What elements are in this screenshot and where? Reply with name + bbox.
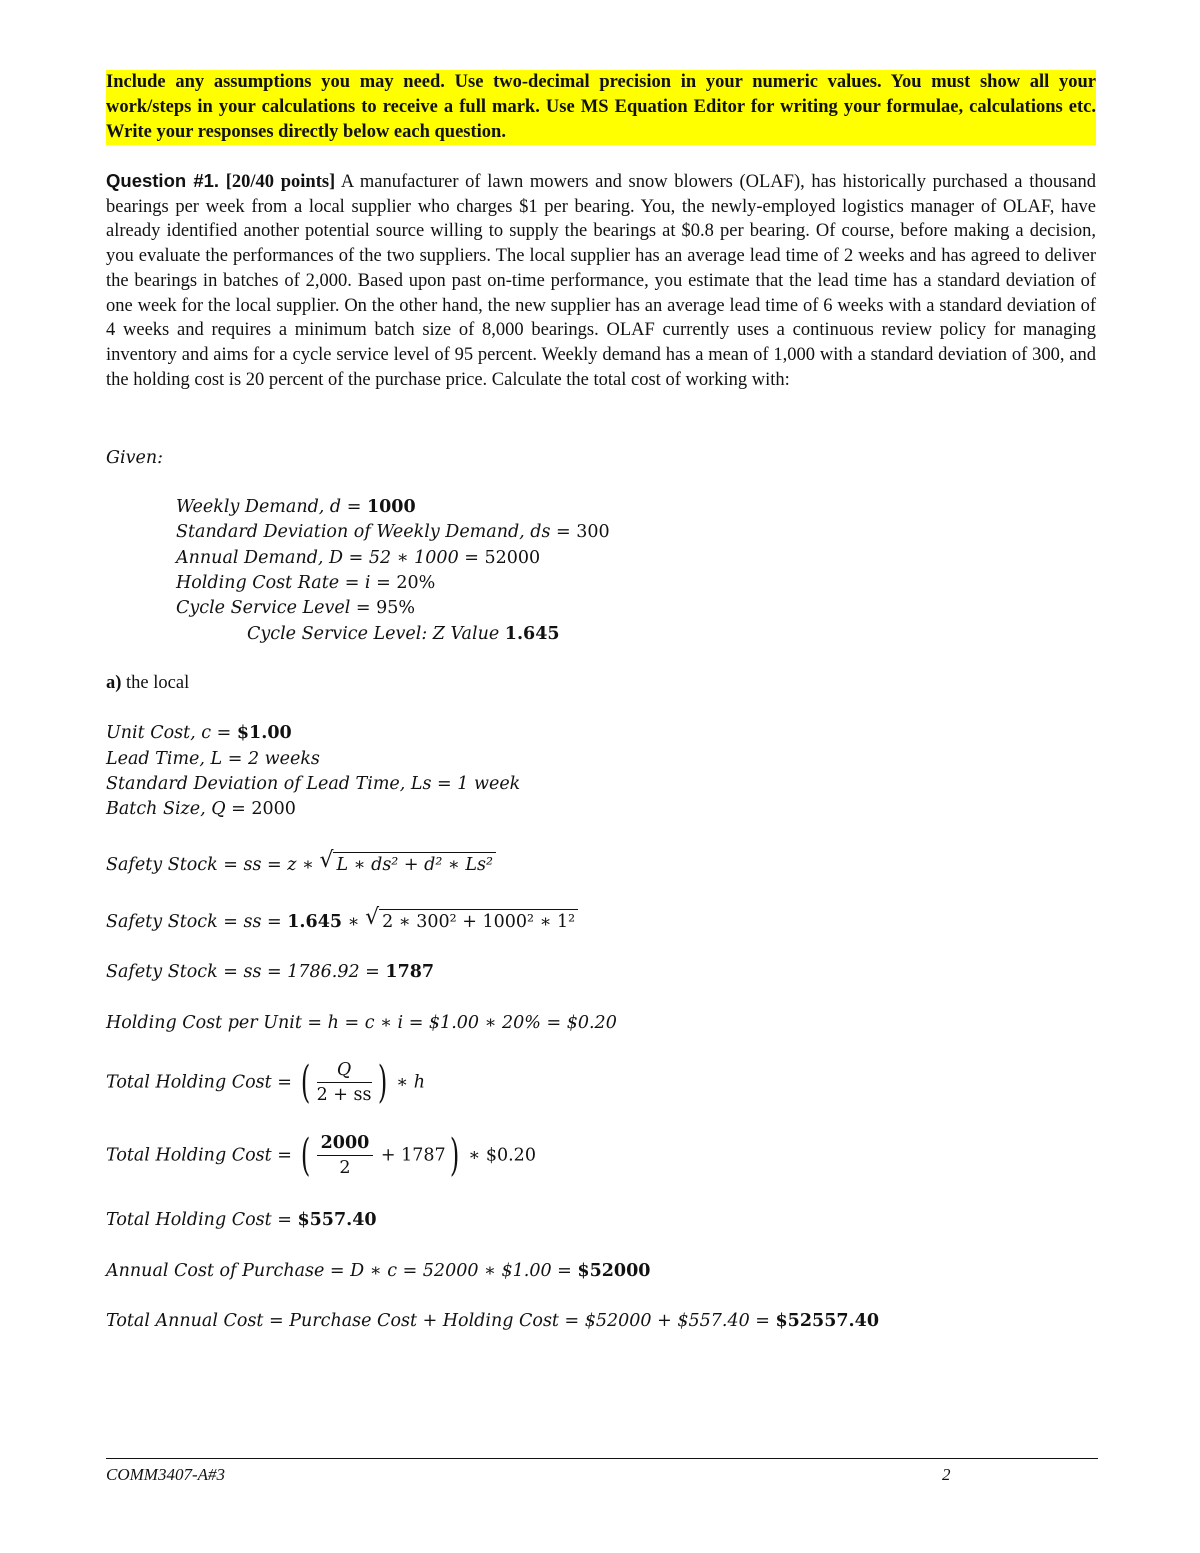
- thc-sub-den: 2: [339, 1158, 351, 1178]
- ss-sub-sqrt: √ 2 ∗ 300² + 1000² ∗ 1²: [365, 909, 578, 932]
- sd-lead-text: Standard Deviation of Lead Time, Ls =: [106, 774, 458, 794]
- part-a-title: the local: [121, 673, 190, 693]
- part-a-heading: [106, 673, 189, 694]
- given-label: Given:: [106, 448, 163, 468]
- thc-formula-lhs: Total Holding Cost =: [106, 1072, 298, 1093]
- batch-size-value: 2000: [251, 799, 296, 819]
- total-holding-formula: Total Holding Cost = ( $\frac{Q}{2 + ss}$ ) ∗ h: [106, 1056, 425, 1108]
- acp-value: $52000: [577, 1261, 651, 1281]
- sd-lead-value: 1 week: [457, 774, 521, 794]
- lead-time-line: [106, 749, 320, 769]
- given-holding-rate: [176, 573, 435, 593]
- question-paragraph: [106, 169, 1096, 392]
- holding-cost-unit: Holding Cost per Unit = h = c ∗ i = $1.00 ∗ 20% = $0.20: [106, 1013, 617, 1033]
- thc-sub-fraction: [317, 1133, 374, 1178]
- sd-lead-line: [106, 774, 520, 794]
- thc-sub-rhs: ∗ $0.20: [462, 1145, 536, 1166]
- acp-text: Annual Cost of Purchase = D ∗ c = 52000 ∗ $1.00 =: [106, 1261, 578, 1281]
- thc-sub-num: 2000: [317, 1133, 374, 1156]
- given-holding-rate-text: Holding Cost Rate = i =: [176, 573, 397, 593]
- lead-time-value: 2 weeks: [247, 749, 320, 769]
- given-sd-weekly-text: Standard Deviation of Weekly Demand, ds =: [176, 522, 577, 542]
- given-sd-weekly-value: 300: [576, 522, 610, 542]
- ss-formula-lhs: Safety Stock = ss = z ∗: [106, 855, 320, 875]
- total-annual-cost: [106, 1311, 879, 1331]
- thc-formula-rhs: ∗ h: [390, 1072, 425, 1093]
- total-holding-result: [106, 1210, 377, 1230]
- given-annual-demand: [176, 548, 540, 568]
- thc-result-text: Total Holding Cost =: [106, 1210, 298, 1230]
- ss-formula-sqrt: √ L ∗ ds² + d² ∗ Ls²: [319, 852, 495, 875]
- given-weekly-demand-value: 1000: [366, 497, 416, 517]
- ss-result-text: Safety Stock = ss = 1786.92 =: [106, 962, 386, 982]
- given-z-text: Cycle Service Level: Z Value: [247, 624, 505, 644]
- safety-stock-result: [106, 962, 434, 982]
- given-z-value: [247, 624, 560, 644]
- question-text: A manufacturer of lawn mowers and snow blowers (OLAF), has historically purchased a thousand bearings per week from a local supplier who charges $1 per bearing. You, the newly-employed logistics manager of OLAF, have already identified another potential source willing to supply the bearings at $0.8 per bearing. Of course, before making a decision, you evaluate the performances of the two suppliers. The local supplier has an average lead time of 2 weeks and has agreed to deliver the bearings in batches of 2,000. Based upon past on-time performance, you estimate that the lead time has a standard deviation of one week for the local supplier. On the other hand, the new supplier has an average lead time of 6 weeks with a standard deviation of 4 weeks and requires a minimum batch size of 8,000 bearings. OLAF currently uses a continuous review policy for managing inventory and aims for a cycle service level of 95 percent. Weekly demand has a mean of 1,000 with a standard deviation of 300, and the holding cost is 20 percent of the purchase price. Calculate the total cost of working with:: [106, 172, 1096, 390]
- given-csl-text: Cycle Service Level =: [176, 598, 377, 618]
- batch-size-text: Batch Size, Q =: [106, 799, 252, 819]
- lead-time-text: Lead Time, L =: [106, 749, 248, 769]
- ss-sub-lhs: Safety Stock = ss =: [106, 912, 288, 932]
- thc-sub-lhs: Total Holding Cost =: [106, 1145, 298, 1166]
- thc-formula-num: Q: [317, 1060, 372, 1083]
- given-weekly-demand-text: Weekly Demand, d =: [176, 497, 367, 517]
- footer-divider: [106, 1458, 1098, 1459]
- given-sd-weekly: [176, 522, 610, 542]
- thc-formula-fraction: [317, 1060, 372, 1105]
- given-weekly-demand: [176, 497, 416, 517]
- given-annual-demand-text: Annual Demand, D = 52 ∗ 1000 =: [176, 548, 485, 568]
- ss-formula-radicand: L ∗ ds² + d² ∗ Ls²: [333, 852, 495, 875]
- tac-value: $52557.40: [775, 1311, 880, 1331]
- given-csl: [176, 598, 415, 618]
- thc-formula-den: 2 + ss: [316, 1085, 372, 1105]
- ss-sub-z: 1.645: [287, 912, 343, 932]
- thc-sub-mid: + 1787: [375, 1145, 446, 1166]
- annual-cost-purchase: [106, 1261, 650, 1281]
- footer-page-number: 2: [942, 1465, 951, 1484]
- given-csl-value: 95%: [376, 598, 416, 618]
- question-label: Question #1.: [106, 170, 220, 191]
- unit-cost-text: Unit Cost, c =: [106, 723, 237, 743]
- unit-cost-value: $1.00: [236, 723, 292, 743]
- thc-result-value: $557.40: [297, 1210, 377, 1230]
- footer-course: COMM3407-A#3: [106, 1465, 225, 1484]
- ss-sub-radicand: 2 ∗ 300² + 1000² ∗ 1²: [379, 909, 578, 932]
- batch-size-line: [106, 799, 296, 819]
- unit-cost-line: [106, 723, 292, 743]
- safety-stock-formula: [106, 848, 496, 875]
- ss-sub-times: ∗: [342, 912, 366, 932]
- given-annual-demand-value: 52000: [484, 548, 541, 568]
- question-points: [20/40 points]: [225, 172, 336, 192]
- safety-stock-substitution: [106, 905, 578, 932]
- total-holding-substitution: Total Holding Cost = ( $\frac{2000}{2}$ + 1787) ∗ $0.20: [106, 1129, 536, 1181]
- instructions-highlight: Include any assumptions you may need. Use two-decimal precision in your numeric values. You must show all your work/steps in your calculations to receive a full mark. Use MS Equation Editor for writing your formulae, calculations etc. Write your responses directly below each question.: [106, 70, 1096, 145]
- document-page: [106, 70, 1096, 392]
- ss-result-value: 1787: [385, 962, 435, 982]
- part-a-label: a): [106, 673, 122, 693]
- given-z-number: 1.645: [504, 624, 560, 644]
- tac-text: Total Annual Cost = Purchase Cost + Holding Cost = $52000 + $557.40 =: [106, 1311, 776, 1331]
- given-holding-rate-value: 20%: [396, 573, 436, 593]
